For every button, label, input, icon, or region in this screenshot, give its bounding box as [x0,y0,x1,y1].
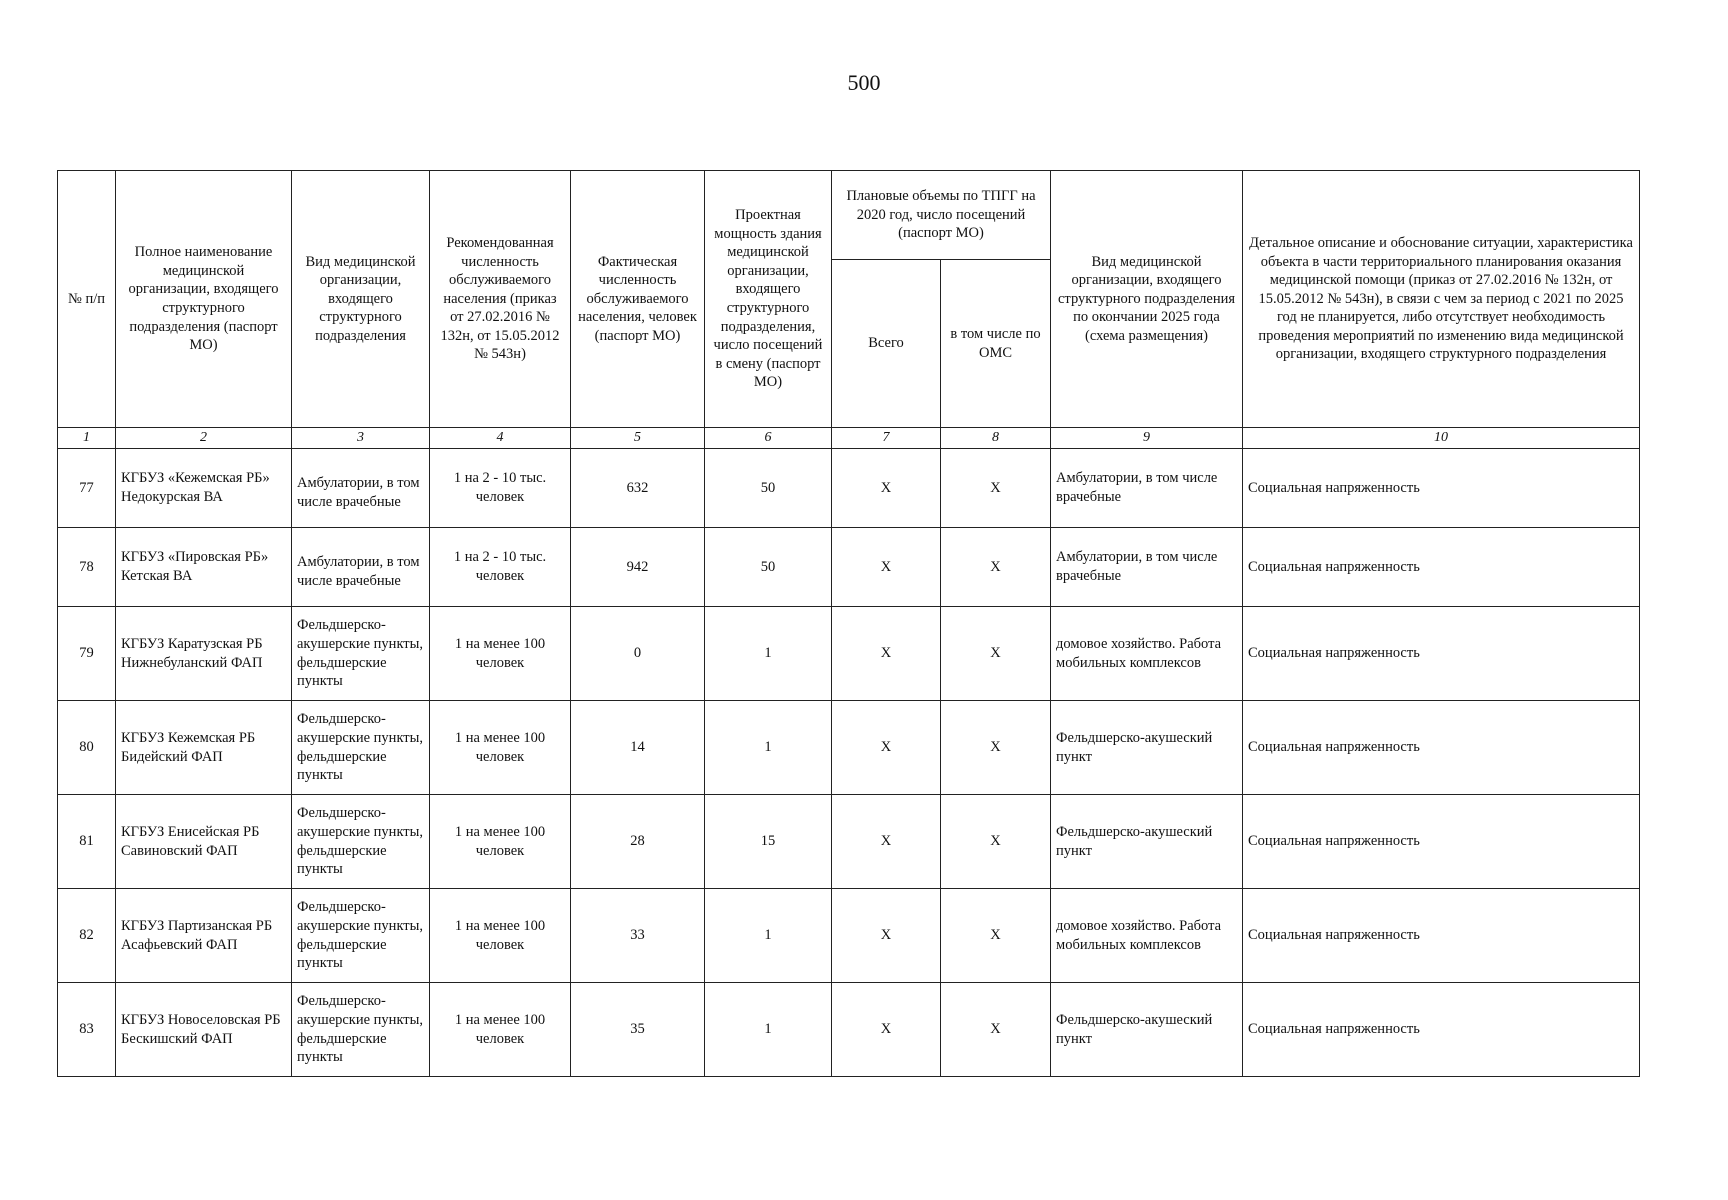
cell-type-text: Фельдшерско-акушерские пункты, фельдшерские пункты [297,993,424,1066]
cell-recommended: 1 на менее 100 человек [430,889,571,983]
header-plan-oms: в том числе по ОМС [941,260,1051,428]
cell-capacity: 1 [705,607,832,701]
cell-plan-oms: X [941,983,1051,1077]
cell-type-2025: домовое хозяйство. Работа мобильных комплексов [1051,607,1243,701]
cell-plan-total: X [832,889,941,983]
cell-name: КГБУЗ «Кежемская РБ» Недокурская ВА [116,449,292,528]
cell-actual: 0 [571,607,705,701]
cell-num: 81 [58,795,116,889]
column-number-row [58,428,1640,449]
column-number: 1 [58,428,116,449]
cell-num: 78 [58,528,116,607]
header-name: Полное наименование медицинской организации, входящего структурного подразделения (паспорт МО) [116,171,292,428]
cell-plan-oms: X [941,701,1051,795]
cell-type [292,607,430,701]
cell-plan-total: X [832,983,941,1077]
cell-plan-total: X [832,528,941,607]
table-row [58,607,1640,701]
cell-capacity: 50 [705,528,832,607]
cell-capacity: 1 [705,983,832,1077]
cell-name: КГБУЗ Партизанская РБ Асафьевский ФАП [116,889,292,983]
cell-name: КГБУЗ Новоселовская РБ Бескишский ФАП [116,983,292,1077]
cell-description: Социальная напряженность [1243,889,1640,983]
cell-type-text: Фельдшерско-акушерские пункты, фельдшерские пункты [297,899,424,972]
cell-type-2025: Фельдшерско-акушеский пункт [1051,983,1243,1077]
cell-type [292,795,430,889]
column-number: 2 [116,428,292,449]
cell-recommended: 1 на менее 100 человек [430,607,571,701]
cell-actual: 14 [571,701,705,795]
table-row [58,889,1640,983]
cell-recommended: 1 на менее 100 человек [430,701,571,795]
cell-name: КГБУЗ Каратузская РБ Нижнебуланский ФАП [116,607,292,701]
header-capacity: Проектная мощность здания медицинской организации, входящего структурного подразделения, число посещений в смену (паспорт МО) [705,171,832,428]
cell-type-text: Амбулатории, в том числе врачебные [297,554,420,589]
cell-description: Социальная напряженность [1243,701,1640,795]
cell-actual: 942 [571,528,705,607]
cell-num: 80 [58,701,116,795]
table-row [58,528,1640,607]
cell-plan-total: X [832,449,941,528]
cell-capacity: 50 [705,449,832,528]
cell-type-text: Фельдшерско-акушерские пункты, фельдшерские пункты [297,805,424,878]
cell-type-text: Фельдшерско-акушерские пункты, фельдшерские пункты [297,711,424,784]
facilities-table [57,170,1640,1077]
table-row [58,701,1640,795]
header-description: Детальное описание и обоснование ситуации, характеристика объекта в части территориального планирования оказания медицинской помощи (приказ от 27.02.2016 № 132н, от 15.05.2012 № 543н), в связи с чем за период с 2021 по 2025 год не планируется, либо отсутствует необходимость проведения мероприятий по изменению вида медицинской организации, входящего структурного подразделения [1243,171,1640,428]
cell-plan-oms: X [941,607,1051,701]
page-number: 500 [847,70,881,95]
cell-description: Социальная напряженность [1243,983,1640,1077]
column-number: 5 [571,428,705,449]
cell-actual: 35 [571,983,705,1077]
cell-name: КГБУЗ «Пировская РБ» Кетская ВА [116,528,292,607]
cell-recommended: 1 на 2 - 10 тыс. человек [430,528,571,607]
cell-plan-oms: X [941,889,1051,983]
cell-description: Социальная напряженность [1243,528,1640,607]
cell-type [292,889,430,983]
cell-type [292,983,430,1077]
cell-capacity: 1 [705,701,832,795]
cell-plan-oms: X [941,528,1051,607]
column-number: 6 [705,428,832,449]
cell-actual: 28 [571,795,705,889]
cell-plan-total: X [832,607,941,701]
header-type: Вид медицинской организации, входящего структурного подразделения [292,171,430,428]
table-row [58,795,1640,889]
cell-plan-total: X [832,795,941,889]
cell-recommended: 1 на менее 100 человек [430,795,571,889]
cell-num: 77 [58,449,116,528]
cell-description: Социальная напряженность [1243,449,1640,528]
cell-type-2025: Амбулатории, в том числе врачебные [1051,449,1243,528]
cell-type-text: Амбулатории, в том числе врачебные [297,475,420,510]
cell-type-2025: Амбулатории, в том числе врачебные [1051,528,1243,607]
cell-actual: 33 [571,889,705,983]
cell-capacity: 15 [705,795,832,889]
cell-type-2025: Фельдшерско-акушеский пункт [1051,795,1243,889]
header-num: № п/п [58,171,116,428]
cell-type [292,528,430,607]
column-number: 7 [832,428,941,449]
table-row [58,449,1640,528]
cell-plan-oms: X [941,449,1051,528]
cell-plan-oms: X [941,795,1051,889]
header-actual: Фактическая численность обслуживаемого населения, человек (паспорт МО) [571,171,705,428]
cell-num: 83 [58,983,116,1077]
cell-num: 82 [58,889,116,983]
cell-name: КГБУЗ Кежемская РБ Бидейский ФАП [116,701,292,795]
cell-capacity: 1 [705,889,832,983]
cell-num: 79 [58,607,116,701]
cell-recommended: 1 на 2 - 10 тыс. человек [430,449,571,528]
cell-actual: 632 [571,449,705,528]
cell-type [292,701,430,795]
cell-type-2025: домовое хозяйство. Работа мобильных комплексов [1051,889,1243,983]
cell-plan-total: X [832,701,941,795]
header-type-2025: Вид медицинской организации, входящего структурного подразделения по окончании 2025 года (схема размещения) [1051,171,1243,428]
column-number: 3 [292,428,430,449]
header-row [58,171,1640,260]
cell-type [292,449,430,528]
column-number: 4 [430,428,571,449]
column-number: 9 [1051,428,1243,449]
cell-description: Социальная напряженность [1243,607,1640,701]
header-recommended: Рекомендованная численность обслуживаемого населения (приказ от 27.02.2016 № 132н, от 15.05.2012 № 543н) [430,171,571,428]
cell-type-text: Фельдшерско-акушерские пункты, фельдшерские пункты [297,617,424,690]
cell-recommended: 1 на менее 100 человек [430,983,571,1077]
header-plan-total: Всего [832,260,941,428]
header-plan-group: Плановые объемы по ТПГГ на 2020 год, число посещений (паспорт МО) [832,171,1051,260]
cell-name: КГБУЗ Енисейская РБ Савиновский ФАП [116,795,292,889]
column-number: 10 [1243,428,1640,449]
column-number: 8 [941,428,1051,449]
cell-type-2025: Фельдшерско-акушеский пункт [1051,701,1243,795]
table-row [58,983,1640,1077]
cell-description: Социальная напряженность [1243,795,1640,889]
